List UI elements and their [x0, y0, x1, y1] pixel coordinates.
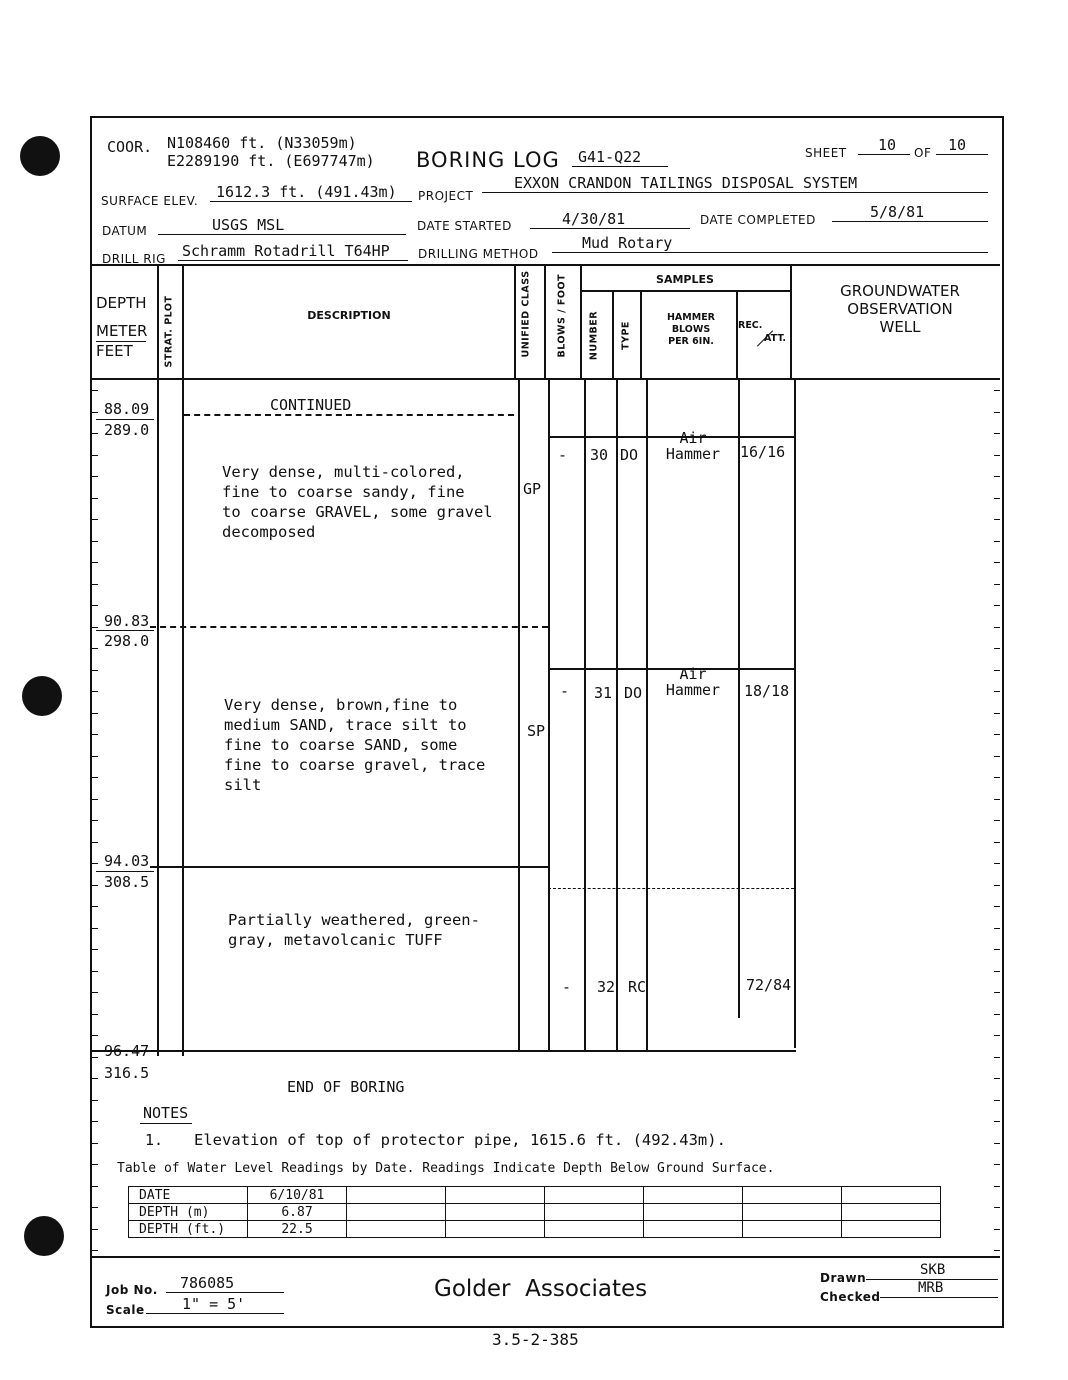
layer-2-sample-type: DO	[624, 684, 643, 702]
continued-label: CONTINUED	[270, 396, 352, 414]
layer-1-hammer: Air Hammer	[665, 429, 721, 463]
scale-tick	[994, 1250, 1000, 1251]
scale-tick	[92, 1164, 98, 1165]
layer-2-hammer: Air Hammer	[665, 665, 721, 699]
water-table-caption: Table of Water Level Readings by Date. Readings Indicate Depth Below Ground Surface.	[117, 1161, 775, 1176]
col-rec: REC.	[738, 320, 763, 331]
date-started-label: DATE STARTED	[417, 219, 512, 233]
scale-tick	[994, 1078, 1000, 1079]
scale-tick	[994, 756, 1000, 757]
scale-tick	[92, 455, 98, 456]
scale-tick	[92, 562, 98, 563]
col-groundwater-well: GROUNDWATER OBSERVATION WELL	[840, 282, 960, 336]
scale-tick	[92, 1207, 98, 1208]
scale-tick	[994, 713, 1000, 714]
layer-3-recovery: 72/84	[746, 976, 792, 994]
scale-tick	[994, 541, 1000, 542]
project-name: EXXON CRANDON TAILINGS DISPOSAL SYSTEM	[514, 174, 858, 192]
company-name: Golder Associates	[434, 1276, 648, 1302]
scale-tick	[994, 820, 1000, 821]
scale-tick	[994, 885, 1000, 886]
scale-tick	[994, 627, 1000, 628]
scale-tick	[92, 885, 98, 886]
drilling-method: Mud Rotary	[582, 234, 673, 252]
scale-tick	[92, 1250, 98, 1251]
scale-tick	[92, 691, 98, 692]
scale-tick	[994, 1057, 1000, 1058]
sheet-total: 10	[948, 136, 967, 154]
layer-2-blows: -	[560, 682, 570, 700]
scale-tick	[994, 1164, 1000, 1165]
depth-2-feet: 298.0	[104, 632, 150, 650]
scale-tick	[994, 412, 1000, 413]
coor-northing: N108460 ft. (N33059m)	[167, 134, 357, 152]
water-level-table	[128, 1186, 941, 1238]
coor-easting: E2289190 ft. (E697747m)	[167, 152, 375, 170]
col-samples: SAMPLES	[656, 273, 714, 286]
scale-tick	[92, 1035, 98, 1036]
scale-tick	[994, 605, 1000, 606]
scale-tick	[994, 562, 1000, 563]
scale-tick	[92, 992, 98, 993]
layer-3-sample-number: 32	[597, 978, 616, 996]
scale-value: 1" = 5'	[182, 1295, 246, 1313]
job-no-label: Job No.	[106, 1283, 158, 1297]
surface-elev-label: SURFACE ELEV.	[101, 194, 199, 208]
scale-tick	[92, 433, 98, 434]
scale-tick	[92, 949, 98, 950]
scale-tick	[994, 1100, 1000, 1101]
scale-tick	[994, 863, 1000, 864]
scale-tick	[994, 1186, 1000, 1187]
project-label: PROJECT	[418, 189, 474, 203]
col-depth: DEPTH	[96, 294, 147, 312]
date-completed-label: DATE COMPLETED	[700, 213, 816, 227]
scale-tick	[92, 412, 98, 413]
page-number: 3.5-2-385	[492, 1330, 579, 1349]
job-no: 786085	[180, 1274, 235, 1292]
scale-tick	[994, 799, 1000, 800]
col-hammer-blows: HAMMER BLOWS PER 6IN.	[666, 312, 715, 347]
drawn-label: Drawn	[820, 1271, 867, 1285]
scale-tick	[994, 734, 1000, 735]
layer-3-sample-type: RC	[628, 978, 647, 996]
layer-2-class: SP	[527, 722, 546, 740]
col-number: NUMBER	[588, 310, 600, 361]
end-of-boring: END OF BORING	[287, 1078, 405, 1096]
scale-tick	[994, 670, 1000, 671]
scale-tick	[994, 1229, 1000, 1230]
scale-tick	[92, 1229, 98, 1230]
scale-tick	[994, 906, 1000, 907]
document-title: BORING LOG	[416, 148, 560, 172]
scale-tick	[92, 734, 98, 735]
scale-tick	[92, 476, 98, 477]
scale-tick	[92, 648, 98, 649]
scale-tick	[92, 498, 98, 499]
scale-tick	[994, 1014, 1000, 1015]
layer-3-description: Partially weathered, green- gray, metavolcanic TUFF	[228, 911, 480, 949]
scale-tick	[994, 584, 1000, 585]
layer-2-sample-number: 31	[594, 684, 613, 702]
row-label: DEPTH (m)	[129, 1204, 248, 1221]
scale-tick	[92, 390, 98, 391]
row-value: 22.5	[248, 1221, 347, 1238]
drill-rig: Schramm Rotadrill T64HP	[182, 242, 390, 260]
scale-tick	[994, 455, 1000, 456]
scale-tick	[994, 992, 1000, 993]
col-blows-foot: BLOWS / FOOT	[556, 273, 568, 358]
layer-1-recovery: 16/16	[740, 443, 786, 461]
depth-4-meter: 96.47	[104, 1042, 150, 1060]
depth-1-meter: 88.09	[104, 400, 150, 418]
scale-tick	[92, 1100, 98, 1101]
scale-tick	[92, 670, 98, 671]
layer-1-sample-type: DO	[620, 446, 639, 464]
date-started: 4/30/81	[562, 210, 626, 228]
of-label: OF	[914, 146, 932, 160]
col-type: TYPE	[620, 321, 632, 350]
scale-tick	[92, 584, 98, 585]
scale-tick	[92, 1057, 98, 1058]
layer-2-description: Very dense, brown,fine to medium SAND, trace silt to fine to coarse SAND, some fine to coarse gravel, trace silt	[224, 696, 486, 794]
row-label: DEPTH (ft.)	[129, 1221, 248, 1238]
layer-2-recovery: 18/18	[744, 682, 790, 700]
col-unified-class: UNIFIED CLASS	[520, 270, 532, 358]
layer-3-blows: -	[562, 978, 572, 996]
scale-tick	[92, 1078, 98, 1079]
scale-tick	[92, 971, 98, 972]
scale-tick	[994, 1121, 1000, 1122]
scale-tick	[994, 1207, 1000, 1208]
scale-tick	[994, 949, 1000, 950]
surface-elevation: 1612.3 ft. (491.43m)	[216, 183, 397, 201]
datum-label: DATUM	[102, 224, 148, 238]
binder-hole-bottom	[24, 1216, 64, 1256]
col-att: ATT.	[764, 333, 786, 344]
row-value: 6/10/81	[248, 1187, 347, 1204]
scale-tick	[994, 777, 1000, 778]
scale-tick	[92, 1186, 98, 1187]
scale-tick	[92, 863, 98, 864]
scale-tick	[92, 928, 98, 929]
sheet-label: SHEET	[805, 146, 847, 160]
scale-tick	[92, 820, 98, 821]
depth-3-meter: 94.03	[104, 852, 150, 870]
depth-3-feet: 308.5	[104, 873, 150, 891]
scale-tick	[92, 777, 98, 778]
col-strat-plot: STRAT. PLOT	[163, 295, 175, 368]
scale-tick	[994, 971, 1000, 972]
scale-tick	[92, 519, 98, 520]
scale-tick	[994, 476, 1000, 477]
scale-tick	[92, 756, 98, 757]
scale-tick	[92, 1121, 98, 1122]
table-row	[129, 1204, 941, 1221]
scale-tick	[92, 541, 98, 542]
depth-2-meter: 90.83	[104, 612, 150, 630]
note-1-text: Elevation of top of protector pipe, 1615.6 ft. (492.43m).	[194, 1131, 726, 1149]
layer-1-class: GP	[523, 480, 542, 498]
layer-1-sample-number: 30	[590, 446, 609, 464]
table-row	[129, 1221, 941, 1238]
scale-tick	[994, 519, 1000, 520]
date-completed: 5/8/81	[870, 203, 925, 221]
boring-id: G41-Q22	[578, 148, 642, 166]
drawn-by: SKB	[920, 1262, 946, 1278]
datum-value: USGS MSL	[212, 216, 285, 234]
scale-tick	[92, 713, 98, 714]
col-feet: FEET	[96, 342, 133, 360]
drill-rig-label: DRILL RIG	[102, 252, 166, 266]
binder-hole-middle	[22, 676, 62, 716]
note-1-number: 1.	[145, 1131, 164, 1149]
scale-tick	[92, 1143, 98, 1144]
scale-label: Scale	[106, 1303, 145, 1317]
depth-1-feet: 289.0	[104, 421, 150, 439]
scale-tick	[994, 842, 1000, 843]
scale-tick	[994, 691, 1000, 692]
row-label: DATE	[129, 1187, 248, 1204]
drilling-method-label: DRILLING METHOD	[418, 247, 539, 261]
scale-tick	[994, 433, 1000, 434]
scale-tick	[92, 906, 98, 907]
scale-tick	[92, 627, 98, 628]
scale-tick	[994, 498, 1000, 499]
layer-1-blows: -	[558, 446, 568, 464]
scale-tick	[994, 648, 1000, 649]
checked-by: MRB	[918, 1280, 944, 1296]
scale-tick	[92, 799, 98, 800]
notes-title: NOTES	[143, 1104, 189, 1122]
depth-4-feet: 316.5	[104, 1064, 150, 1082]
table-row	[129, 1187, 941, 1204]
binder-hole-top	[20, 136, 60, 176]
layer-1-description: Very dense, multi-colored, fine to coarse sandy, fine to coarse GRAVEL, some gravel decomposed	[222, 463, 493, 541]
col-meter: METER	[96, 322, 148, 340]
row-value: 6.87	[248, 1204, 347, 1221]
col-description: DESCRIPTION	[307, 309, 391, 322]
coor-label: COOR.	[107, 138, 153, 156]
sheet-number: 10	[878, 136, 897, 154]
scale-tick	[92, 842, 98, 843]
scale-tick	[92, 605, 98, 606]
scale-tick	[994, 390, 1000, 391]
scale-tick	[994, 1143, 1000, 1144]
checked-label: Checked	[820, 1290, 881, 1304]
scale-tick	[92, 1014, 98, 1015]
scale-tick	[994, 1035, 1000, 1036]
scale-tick	[994, 928, 1000, 929]
